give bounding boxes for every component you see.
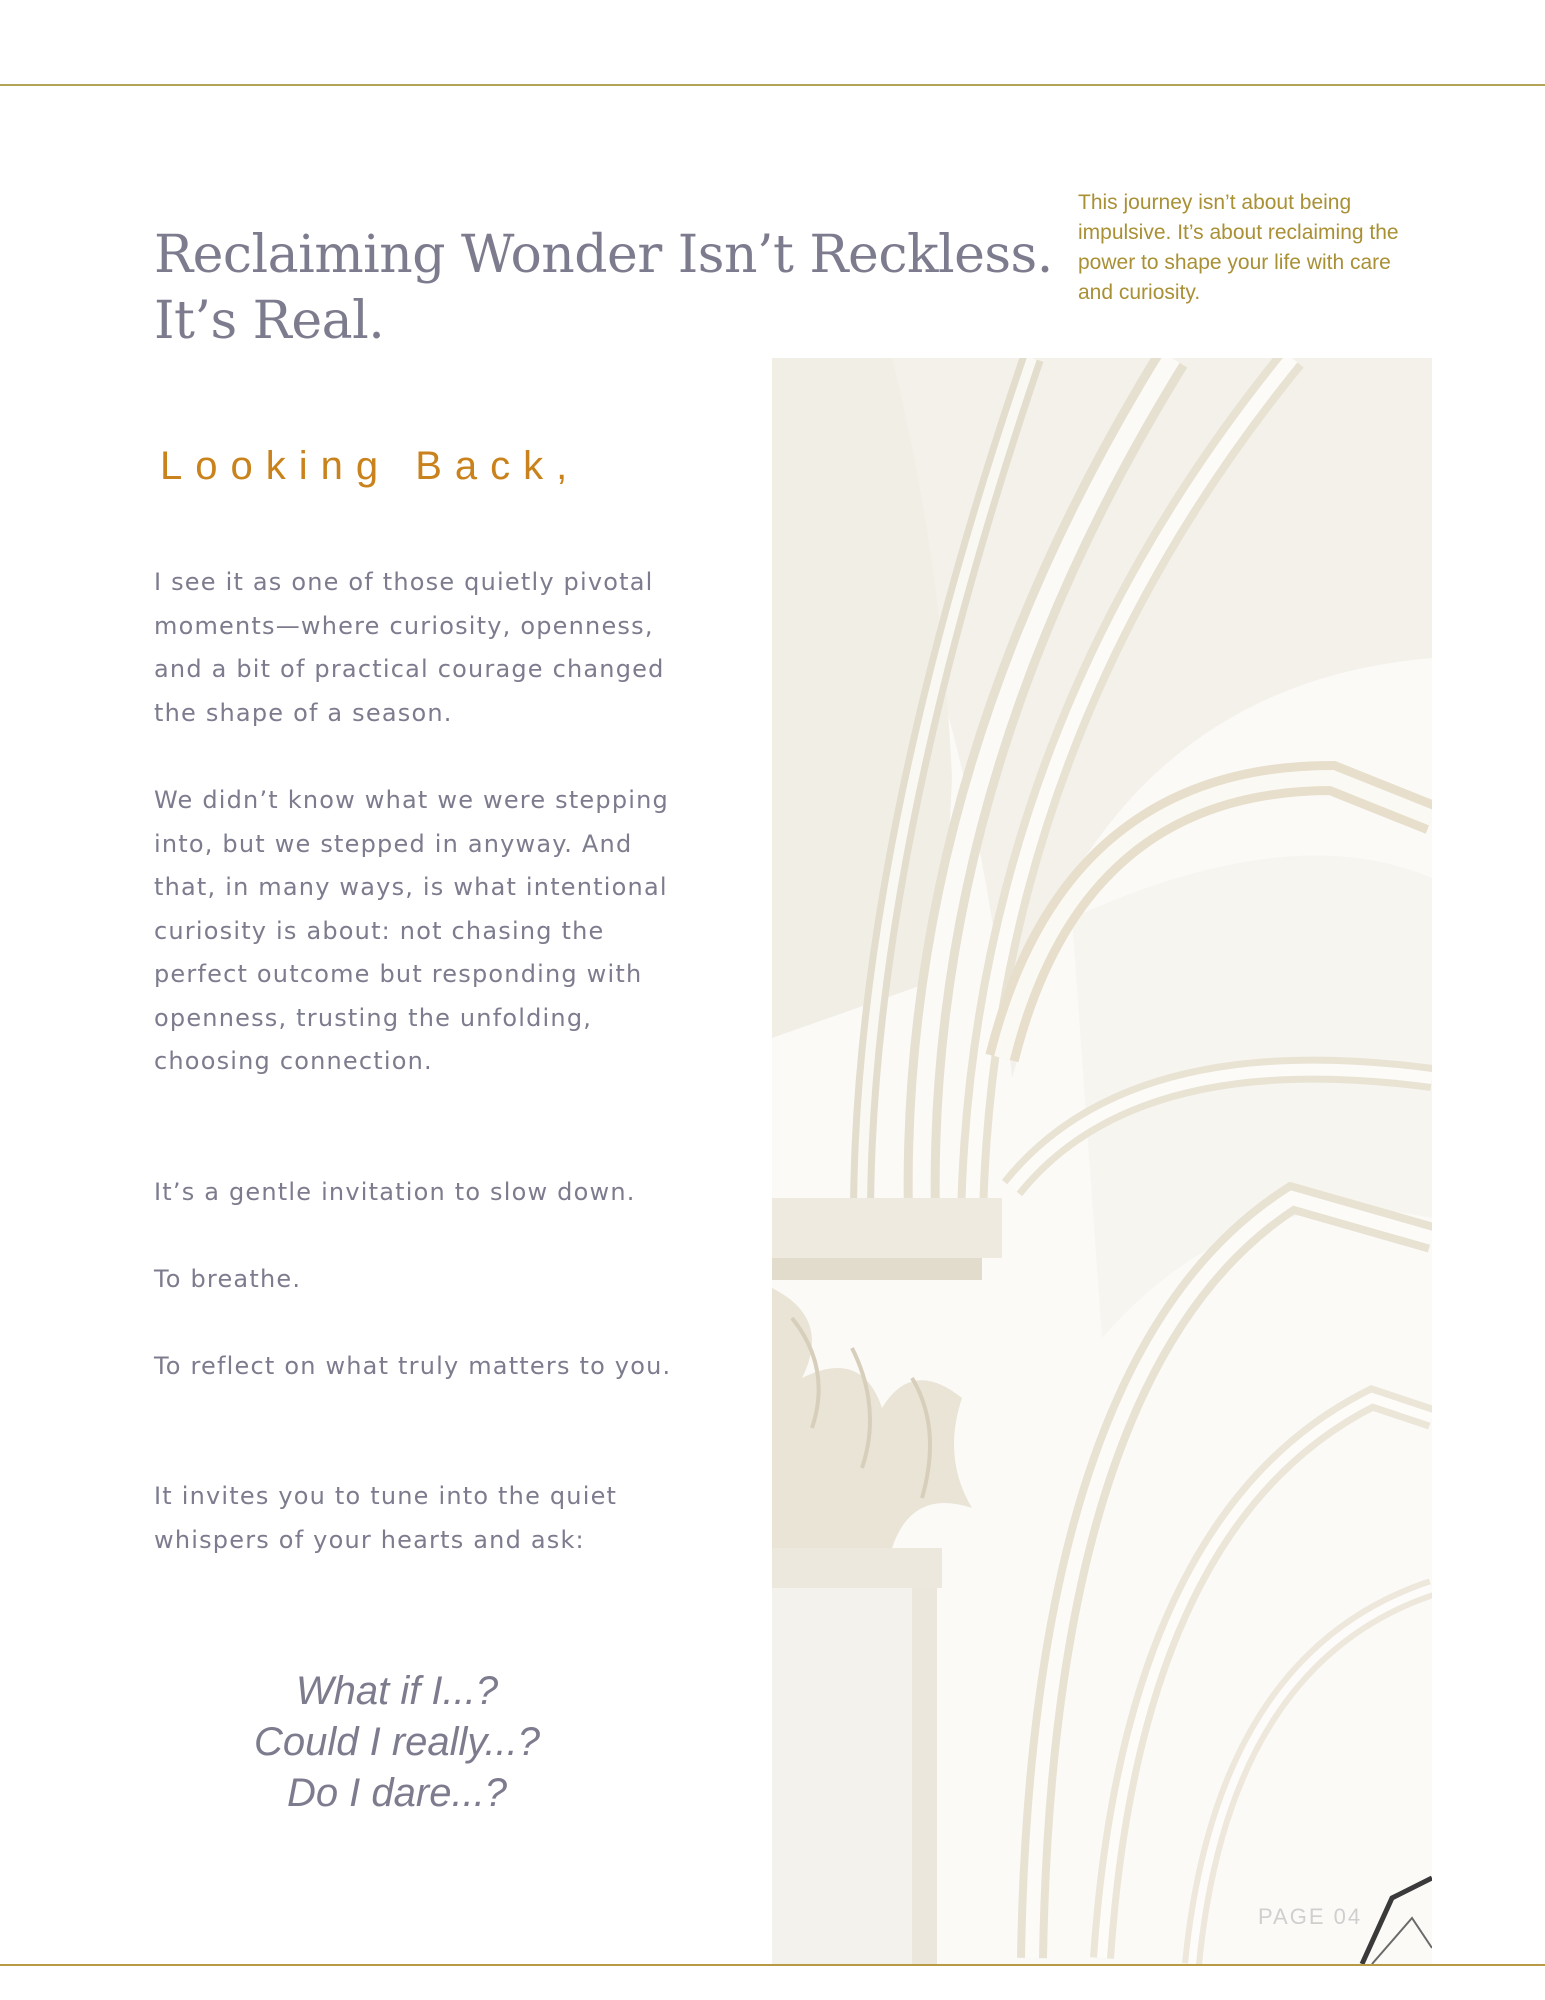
reflection-questions <box>154 1666 640 1819</box>
paragraph-5: To reflect on what truly matters to you. <box>154 1352 672 1380</box>
page-number: PAGE 04 <box>1258 1904 1363 1929</box>
cathedral-ceiling-photo <box>772 358 1432 1964</box>
paragraph-1: I see it as one of those quietly pivotal moments—where curiosity, openness, and a bit of practical courage changed the shape of a season. <box>154 568 665 727</box>
pull-quote: This journey isn’t about being impulsive. It’s about reclaiming the power to shape your life with care and curiosity. <box>1078 191 1399 304</box>
question-3: Do I dare...? <box>286 1771 508 1815</box>
paragraph-3: It’s a gentle invitation to slow down. <box>154 1178 636 1206</box>
paragraph-2: We didn’t know what we were stepping into, but we stepped in anyway. And that, in many ways, is what intentional curiosity is about: not chasing the perfect outcome but responding with openness, trusting the unfolding, choosing connection. <box>154 786 669 1075</box>
section-heading: Looking Back, <box>160 444 581 488</box>
question-1: What if I...? <box>295 1669 499 1713</box>
bottom-divider <box>0 1964 1545 1966</box>
vault-illustration <box>772 358 1432 1964</box>
paragraph-4: To breathe. <box>154 1265 302 1293</box>
paragraph-6: It invites you to tune into the quiet whispers of your hearts and ask: <box>154 1482 618 1554</box>
page-title <box>154 222 1053 354</box>
question-2: Could I really...? <box>253 1720 541 1764</box>
top-divider <box>0 84 1545 86</box>
page-title-line-1: Reclaiming Wonder Isn’t Reckless. <box>154 225 1053 285</box>
page-title-line-2: It’s Real. <box>154 291 385 351</box>
